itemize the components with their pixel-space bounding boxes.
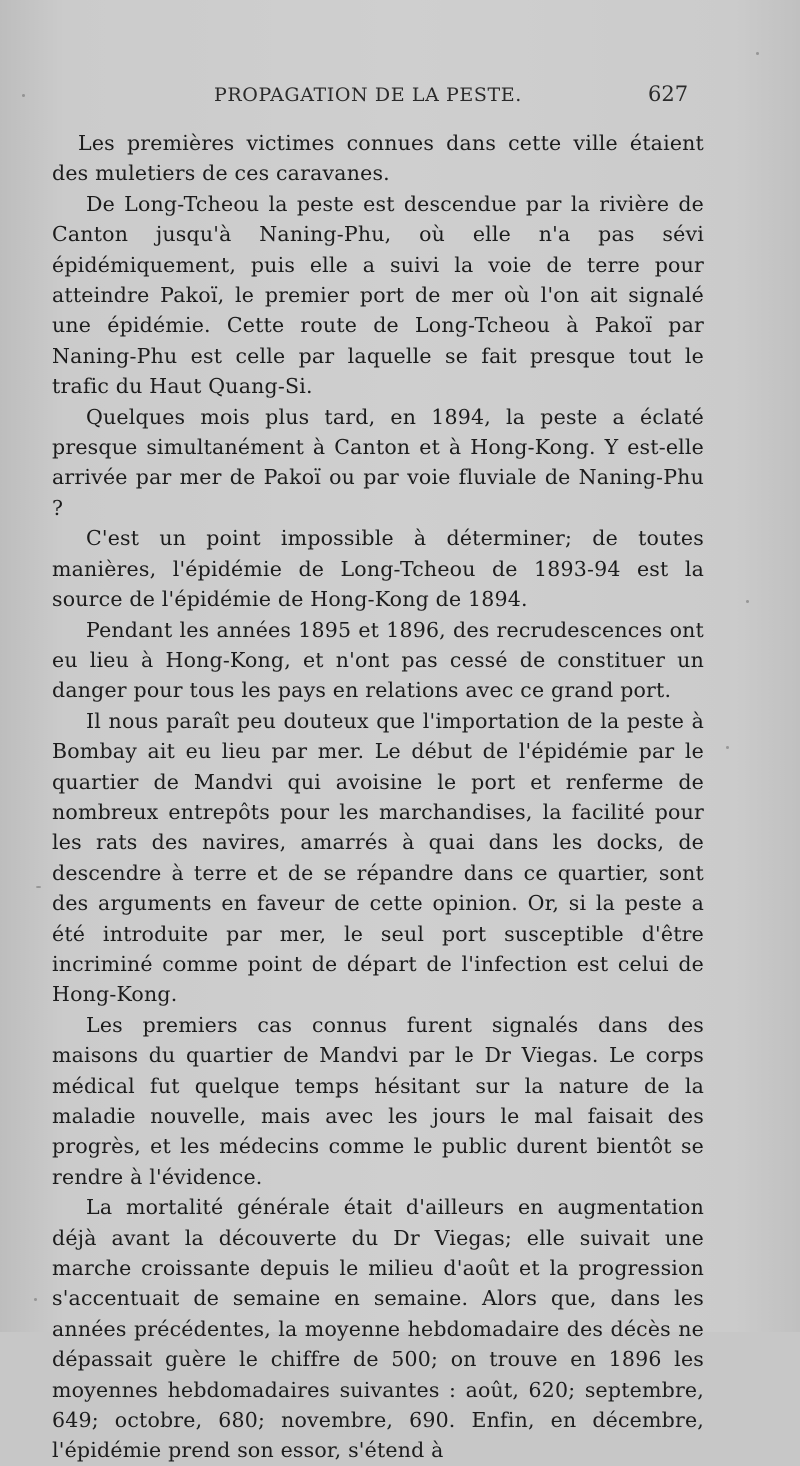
paragraph-8: La mortalité générale était d'ailleurs en augmentation déjà avant la découverte du Dr Viegas; elle suivait une marche croissante depuis le milieu d'août et la progression s'accentuait de semaine en semaine. Alors que, dans les années précédentes, la moyenne hebdomadaire des décès ne dépassait guère le chiffre de 500; on trouve en 1896 les moyennes hebdomadaires suivantes : août, 620; septembre, 649; octobre, 680; novembre, 690. Enfin, en décembre, l'épidémie prend son essor, s'étend à: [52, 1195, 704, 1463]
paragraph-3: Quelques mois plus tard, en 1894, la peste a éclaté presque simultanément à Canton et à Hong-Kong. Y est-elle arrivée par mer de Pakoï ou par voie fluviale de Naning-Phu ?: [52, 404, 704, 520]
paragraph-5: Pendant les années 1895 et 1896, des recrudescences ont eu lieu à Hong-Kong, et n'ont pas cessé de constituer un danger pour tous les pays en relations avec ce grand port.: [52, 617, 704, 703]
paper-speck: [22, 94, 25, 97]
paragraph-6: Il nous paraît peu douteux que l'importation de la peste à Bombay ait eu lieu par mer. Le début de l'épidémie par le quartier de Mandvi qui avoisine le port et renferme de nombreux entrepôts pour les marchandises, la facilité pour les rats des navires, amarrés à quai dans les docks, de descendre à terre et de se répandre dans ce quartier, sont des arguments en faveur de cette opinion. Or, si la peste a été introduite par mer, le seul port susceptible d'être incriminé comme point de départ de l'infection est celui de Hong-Kong.: [52, 708, 704, 1007]
paper-speck: [746, 600, 749, 603]
paper-speck: [756, 52, 759, 55]
paper-speck: [36, 886, 41, 888]
body-text: [52, 128, 704, 1466]
paper-speck: [726, 746, 729, 749]
page-number: 627: [648, 82, 689, 106]
paragraph-1: Les premières victimes connues dans cette ville étaient des muletiers de ces caravanes.: [52, 131, 704, 186]
paragraph-2: De Long-Tcheou la peste est descendue par la rivière de Canton jusqu'à Naning-Phu, où elle n'a pas sévi épidémiquement, puis elle a suivi la voie de terre pour atteindre Pakoï, le premier port de mer où l'on ait signalé une épidémie. Cette route de Long-Tcheou à Pakoï par Naning-Phu est celle par laquelle se fait presque tout le trafic du Haut Quang-Si.: [52, 191, 704, 399]
page-header: [0, 78, 800, 118]
paragraph-4: C'est un point impossible à déterminer; de toutes manières, l'épidémie de Long-Tcheou de 1893-94 est la source de l'épidémie de Hong-Kong de 1894.: [52, 526, 704, 612]
paragraph-7: Les premiers cas connus furent signalés dans des maisons du quartier de Mandvi par le Dr Viegas. Le corps médical fut quelque temps hésitant sur la nature de la maladie nouvelle, mais avec les jours le mal faisait des progrès, et les médecins comme le public durent bientôt se rendre à l'évidence.: [52, 1012, 704, 1189]
running-title: PROPAGATION DE LA PESTE.: [214, 84, 522, 106]
paper-speck: [34, 1298, 37, 1301]
